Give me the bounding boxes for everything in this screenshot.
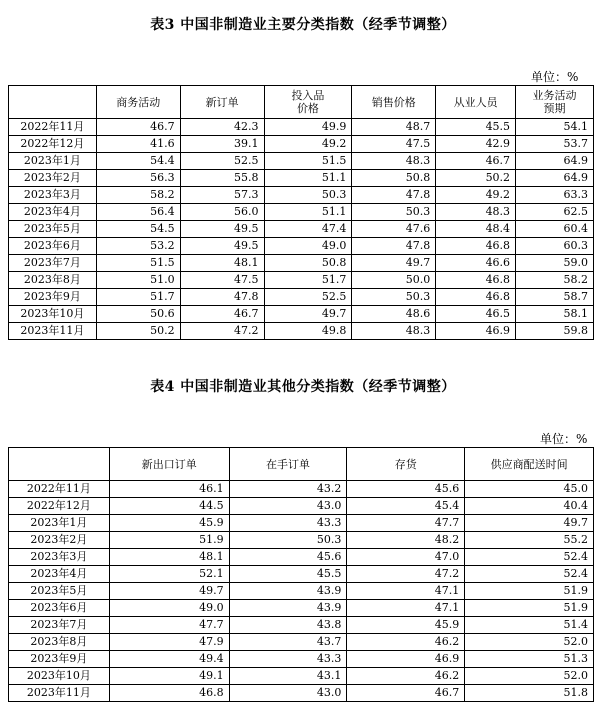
table3-cell: 50.0 xyxy=(352,272,436,289)
table3-title: 表3 中国非制造业主要分类指数（经季节调整） xyxy=(150,17,456,33)
table3-row-label: 2023年6月 xyxy=(9,238,97,255)
table3-row xyxy=(9,238,594,255)
table3-cell: 46.6 xyxy=(436,255,516,272)
table3-row-label: 2023年9月 xyxy=(9,289,97,306)
table4-cell: 49.1 xyxy=(109,668,229,685)
table4-cell: 43.0 xyxy=(229,498,347,515)
table3-row xyxy=(9,119,594,136)
table3-header-corner xyxy=(9,86,97,119)
table3-row xyxy=(9,187,594,204)
table4-cell: 45.9 xyxy=(109,515,229,532)
table4 xyxy=(8,447,594,702)
table3-cell: 56.4 xyxy=(96,204,180,221)
table4-cell: 46.2 xyxy=(347,668,465,685)
table3-row-label: 2023年11月 xyxy=(9,323,97,340)
table3-cell: 48.3 xyxy=(352,153,436,170)
table3-cell: 51.5 xyxy=(264,153,352,170)
table3-cell: 42.9 xyxy=(436,136,516,153)
table3-cell: 60.4 xyxy=(516,221,594,238)
table4-header-inventory: 存货 xyxy=(347,448,465,481)
table3-cell: 58.2 xyxy=(96,187,180,204)
table4-cell: 51.4 xyxy=(465,617,594,634)
table4-row-label: 2023年1月 xyxy=(9,515,110,532)
table3-cell: 56.0 xyxy=(180,204,264,221)
table3-cell: 49.2 xyxy=(436,187,516,204)
table3-cell: 59.0 xyxy=(516,255,594,272)
table3-cell: 51.7 xyxy=(264,272,352,289)
table3-row-label: 2023年5月 xyxy=(9,221,97,238)
table4-cell: 43.7 xyxy=(229,634,347,651)
table3-header-employment: 从业人员 xyxy=(436,86,516,119)
table4-row xyxy=(9,668,594,685)
table4-row xyxy=(9,515,594,532)
table4-cell: 47.1 xyxy=(347,600,465,617)
table4-row xyxy=(9,685,594,702)
table3-cell: 51.5 xyxy=(96,255,180,272)
table4-cell: 49.0 xyxy=(109,600,229,617)
table4-cell: 51.3 xyxy=(465,651,594,668)
table3-cell: 48.3 xyxy=(436,204,516,221)
table3-row xyxy=(9,306,594,323)
table4-cell: 43.8 xyxy=(229,617,347,634)
table3-row-label: 2023年3月 xyxy=(9,187,97,204)
table3-cell: 46.7 xyxy=(96,119,180,136)
table3-cell: 48.1 xyxy=(180,255,264,272)
table4-cell: 45.6 xyxy=(347,481,465,498)
table3-cell: 47.8 xyxy=(352,187,436,204)
table4-row-label: 2023年11月 xyxy=(9,685,110,702)
table3-cell: 47.4 xyxy=(264,221,352,238)
table3-row xyxy=(9,204,594,221)
table4-cell: 46.9 xyxy=(347,651,465,668)
table4-row xyxy=(9,498,594,515)
table4-row-label: 2023年7月 xyxy=(9,617,110,634)
table4-row xyxy=(9,634,594,651)
table3-cell: 49.0 xyxy=(264,238,352,255)
table4-row-label: 2023年9月 xyxy=(9,651,110,668)
table3-body xyxy=(9,119,594,340)
table3-cell: 54.4 xyxy=(96,153,180,170)
table4-unit: 单位：% xyxy=(540,432,588,446)
table3-header-expectations xyxy=(516,86,594,119)
table4-cell: 51.9 xyxy=(465,600,594,617)
table3-cell: 50.8 xyxy=(264,255,352,272)
table3-cell: 45.5 xyxy=(436,119,516,136)
table3-cell: 46.8 xyxy=(436,272,516,289)
table3-row-label: 2022年11月 xyxy=(9,119,97,136)
table3-cell: 52.5 xyxy=(180,153,264,170)
table3-cell: 51.1 xyxy=(264,170,352,187)
table3-row xyxy=(9,289,594,306)
table4-cell: 51.9 xyxy=(109,532,229,549)
table4-row-label: 2022年11月 xyxy=(9,481,110,498)
table4-row xyxy=(9,481,594,498)
table3-cell: 48.6 xyxy=(352,306,436,323)
table4-row xyxy=(9,600,594,617)
table4-header-new-export-orders: 新出口订单 xyxy=(109,448,229,481)
table4-row xyxy=(9,549,594,566)
table4-cell: 52.4 xyxy=(465,549,594,566)
table4-cell: 47.7 xyxy=(109,617,229,634)
table4-row xyxy=(9,583,594,600)
table3-header-row xyxy=(9,86,594,119)
table3-cell: 64.9 xyxy=(516,170,594,187)
table4-row-label: 2023年5月 xyxy=(9,583,110,600)
table4-row-label: 2023年4月 xyxy=(9,566,110,583)
table3-cell: 57.3 xyxy=(180,187,264,204)
table3-header-input-prices-line2: 价格 xyxy=(296,102,319,115)
table4-row xyxy=(9,651,594,668)
table4-cell: 45.9 xyxy=(347,617,465,634)
table4-cell: 43.9 xyxy=(229,583,347,600)
table3-header-input-prices-line1: 投入品 xyxy=(291,89,325,102)
table3-cell: 46.7 xyxy=(180,306,264,323)
table4-cell: 43.2 xyxy=(229,481,347,498)
table4-header-backlog-orders: 在手订单 xyxy=(229,448,347,481)
table4-cell: 45.0 xyxy=(465,481,594,498)
table3-header-expectations-line1: 业务活动 xyxy=(532,89,577,102)
table4-cell: 47.0 xyxy=(347,549,465,566)
table3-cell: 53.7 xyxy=(516,136,594,153)
table4-cell: 48.2 xyxy=(347,532,465,549)
table3-cell: 49.5 xyxy=(180,238,264,255)
table4-cell: 51.9 xyxy=(465,583,594,600)
table4-cell: 50.3 xyxy=(229,532,347,549)
table4-cell: 43.0 xyxy=(229,685,347,702)
table3-cell: 50.6 xyxy=(96,306,180,323)
table3-cell: 50.3 xyxy=(264,187,352,204)
table3-cell: 62.5 xyxy=(516,204,594,221)
table3-row xyxy=(9,136,594,153)
table3-cell: 58.2 xyxy=(516,272,594,289)
table4-header-row xyxy=(9,448,594,481)
table3-cell: 48.4 xyxy=(436,221,516,238)
table3-cell: 47.5 xyxy=(180,272,264,289)
table4-row-label: 2023年2月 xyxy=(9,532,110,549)
table4-row-label: 2023年6月 xyxy=(9,600,110,617)
table4-cell: 55.2 xyxy=(465,532,594,549)
table3-cell: 53.2 xyxy=(96,238,180,255)
table3-cell: 51.0 xyxy=(96,272,180,289)
table4-cell: 47.7 xyxy=(347,515,465,532)
table3-row-label: 2023年7月 xyxy=(9,255,97,272)
table3-header-input-prices xyxy=(264,86,352,119)
table3-cell: 47.2 xyxy=(180,323,264,340)
table3-cell: 48.3 xyxy=(352,323,436,340)
table3-cell: 46.5 xyxy=(436,306,516,323)
table3-row-label: 2023年1月 xyxy=(9,153,97,170)
table4-cell: 48.1 xyxy=(109,549,229,566)
table3-row-label: 2023年8月 xyxy=(9,272,97,289)
table4-row xyxy=(9,532,594,549)
table3-cell: 49.7 xyxy=(264,306,352,323)
table3-cell: 51.1 xyxy=(264,204,352,221)
table3-cell: 55.8 xyxy=(180,170,264,187)
table4-cell: 51.8 xyxy=(465,685,594,702)
table4-cell: 47.1 xyxy=(347,583,465,600)
table4-header-supplier-delivery: 供应商配送时间 xyxy=(465,448,594,481)
table3-cell: 54.1 xyxy=(516,119,594,136)
table4-row xyxy=(9,566,594,583)
table3-cell: 46.8 xyxy=(436,289,516,306)
table4-cell: 47.9 xyxy=(109,634,229,651)
table3-row-label: 2023年10月 xyxy=(9,306,97,323)
table3-cell: 50.2 xyxy=(96,323,180,340)
table3-row-label: 2023年2月 xyxy=(9,170,97,187)
table4-cell: 52.1 xyxy=(109,566,229,583)
table4-cell: 44.5 xyxy=(109,498,229,515)
table4-cell: 49.4 xyxy=(109,651,229,668)
table4-cell: 46.8 xyxy=(109,685,229,702)
table3-cell: 50.2 xyxy=(436,170,516,187)
table4-cell: 43.9 xyxy=(229,600,347,617)
table3-row xyxy=(9,255,594,272)
table4-row-label: 2023年3月 xyxy=(9,549,110,566)
table3-row xyxy=(9,272,594,289)
table3-header-sales-prices: 销售价格 xyxy=(352,86,436,119)
table4-row-label: 2022年12月 xyxy=(9,498,110,515)
table4-cell: 43.3 xyxy=(229,651,347,668)
table3-cell: 46.7 xyxy=(436,153,516,170)
table3-cell: 41.6 xyxy=(96,136,180,153)
table3-cell: 56.3 xyxy=(96,170,180,187)
table3-cell: 63.3 xyxy=(516,187,594,204)
table3-cell: 50.3 xyxy=(352,204,436,221)
table3 xyxy=(8,85,594,340)
table3-cell: 54.5 xyxy=(96,221,180,238)
table4-cell: 46.7 xyxy=(347,685,465,702)
table3-cell: 49.2 xyxy=(264,136,352,153)
table4-cell: 45.5 xyxy=(229,566,347,583)
table4-cell: 52.0 xyxy=(465,634,594,651)
table4-row xyxy=(9,617,594,634)
table4-cell: 45.6 xyxy=(229,549,347,566)
table3-row xyxy=(9,323,594,340)
table3-cell: 64.9 xyxy=(516,153,594,170)
table3-cell: 50.3 xyxy=(352,289,436,306)
table3-cell: 58.7 xyxy=(516,289,594,306)
table3-cell: 58.1 xyxy=(516,306,594,323)
table3-cell: 42.3 xyxy=(180,119,264,136)
table4-header-corner xyxy=(9,448,110,481)
table3-cell: 47.5 xyxy=(352,136,436,153)
table4-title: 表4 中国非制造业其他分类指数（经季节调整） xyxy=(150,379,456,395)
table3-row xyxy=(9,153,594,170)
table3-unit: 单位：% xyxy=(531,70,579,84)
table4-row-label: 2023年10月 xyxy=(9,668,110,685)
table4-cell: 49.7 xyxy=(465,515,594,532)
table4-cell: 43.3 xyxy=(229,515,347,532)
table4-body xyxy=(9,481,594,702)
table4-cell: 40.4 xyxy=(465,498,594,515)
table3-row xyxy=(9,170,594,187)
table3-cell: 46.9 xyxy=(436,323,516,340)
table3-cell: 51.7 xyxy=(96,289,180,306)
table3-cell: 39.1 xyxy=(180,136,264,153)
table4-cell: 49.7 xyxy=(109,583,229,600)
table3-cell: 49.9 xyxy=(264,119,352,136)
table4-cell: 52.4 xyxy=(465,566,594,583)
table3-cell: 49.5 xyxy=(180,221,264,238)
table3-cell: 47.6 xyxy=(352,221,436,238)
table4-cell: 43.1 xyxy=(229,668,347,685)
table3-cell: 48.7 xyxy=(352,119,436,136)
table3-header-business-activity: 商务活动 xyxy=(96,86,180,119)
table3-cell: 49.7 xyxy=(352,255,436,272)
table4-cell: 46.2 xyxy=(347,634,465,651)
table4-row-label: 2023年8月 xyxy=(9,634,110,651)
table3-cell: 59.8 xyxy=(516,323,594,340)
table4-cell: 46.1 xyxy=(109,481,229,498)
table3-header-expectations-line2: 预期 xyxy=(543,102,566,115)
table3-row-label: 2023年4月 xyxy=(9,204,97,221)
table3-row xyxy=(9,221,594,238)
table4-cell: 52.0 xyxy=(465,668,594,685)
table3-header-new-orders: 新订单 xyxy=(180,86,264,119)
table4-cell: 47.2 xyxy=(347,566,465,583)
table3-cell: 46.8 xyxy=(436,238,516,255)
table4-cell: 45.4 xyxy=(347,498,465,515)
table3-cell: 47.8 xyxy=(180,289,264,306)
table3-cell: 47.8 xyxy=(352,238,436,255)
table3-cell: 60.3 xyxy=(516,238,594,255)
table3-cell: 49.8 xyxy=(264,323,352,340)
table3-row-label: 2022年12月 xyxy=(9,136,97,153)
table3-cell: 52.5 xyxy=(264,289,352,306)
table3-cell: 50.8 xyxy=(352,170,436,187)
